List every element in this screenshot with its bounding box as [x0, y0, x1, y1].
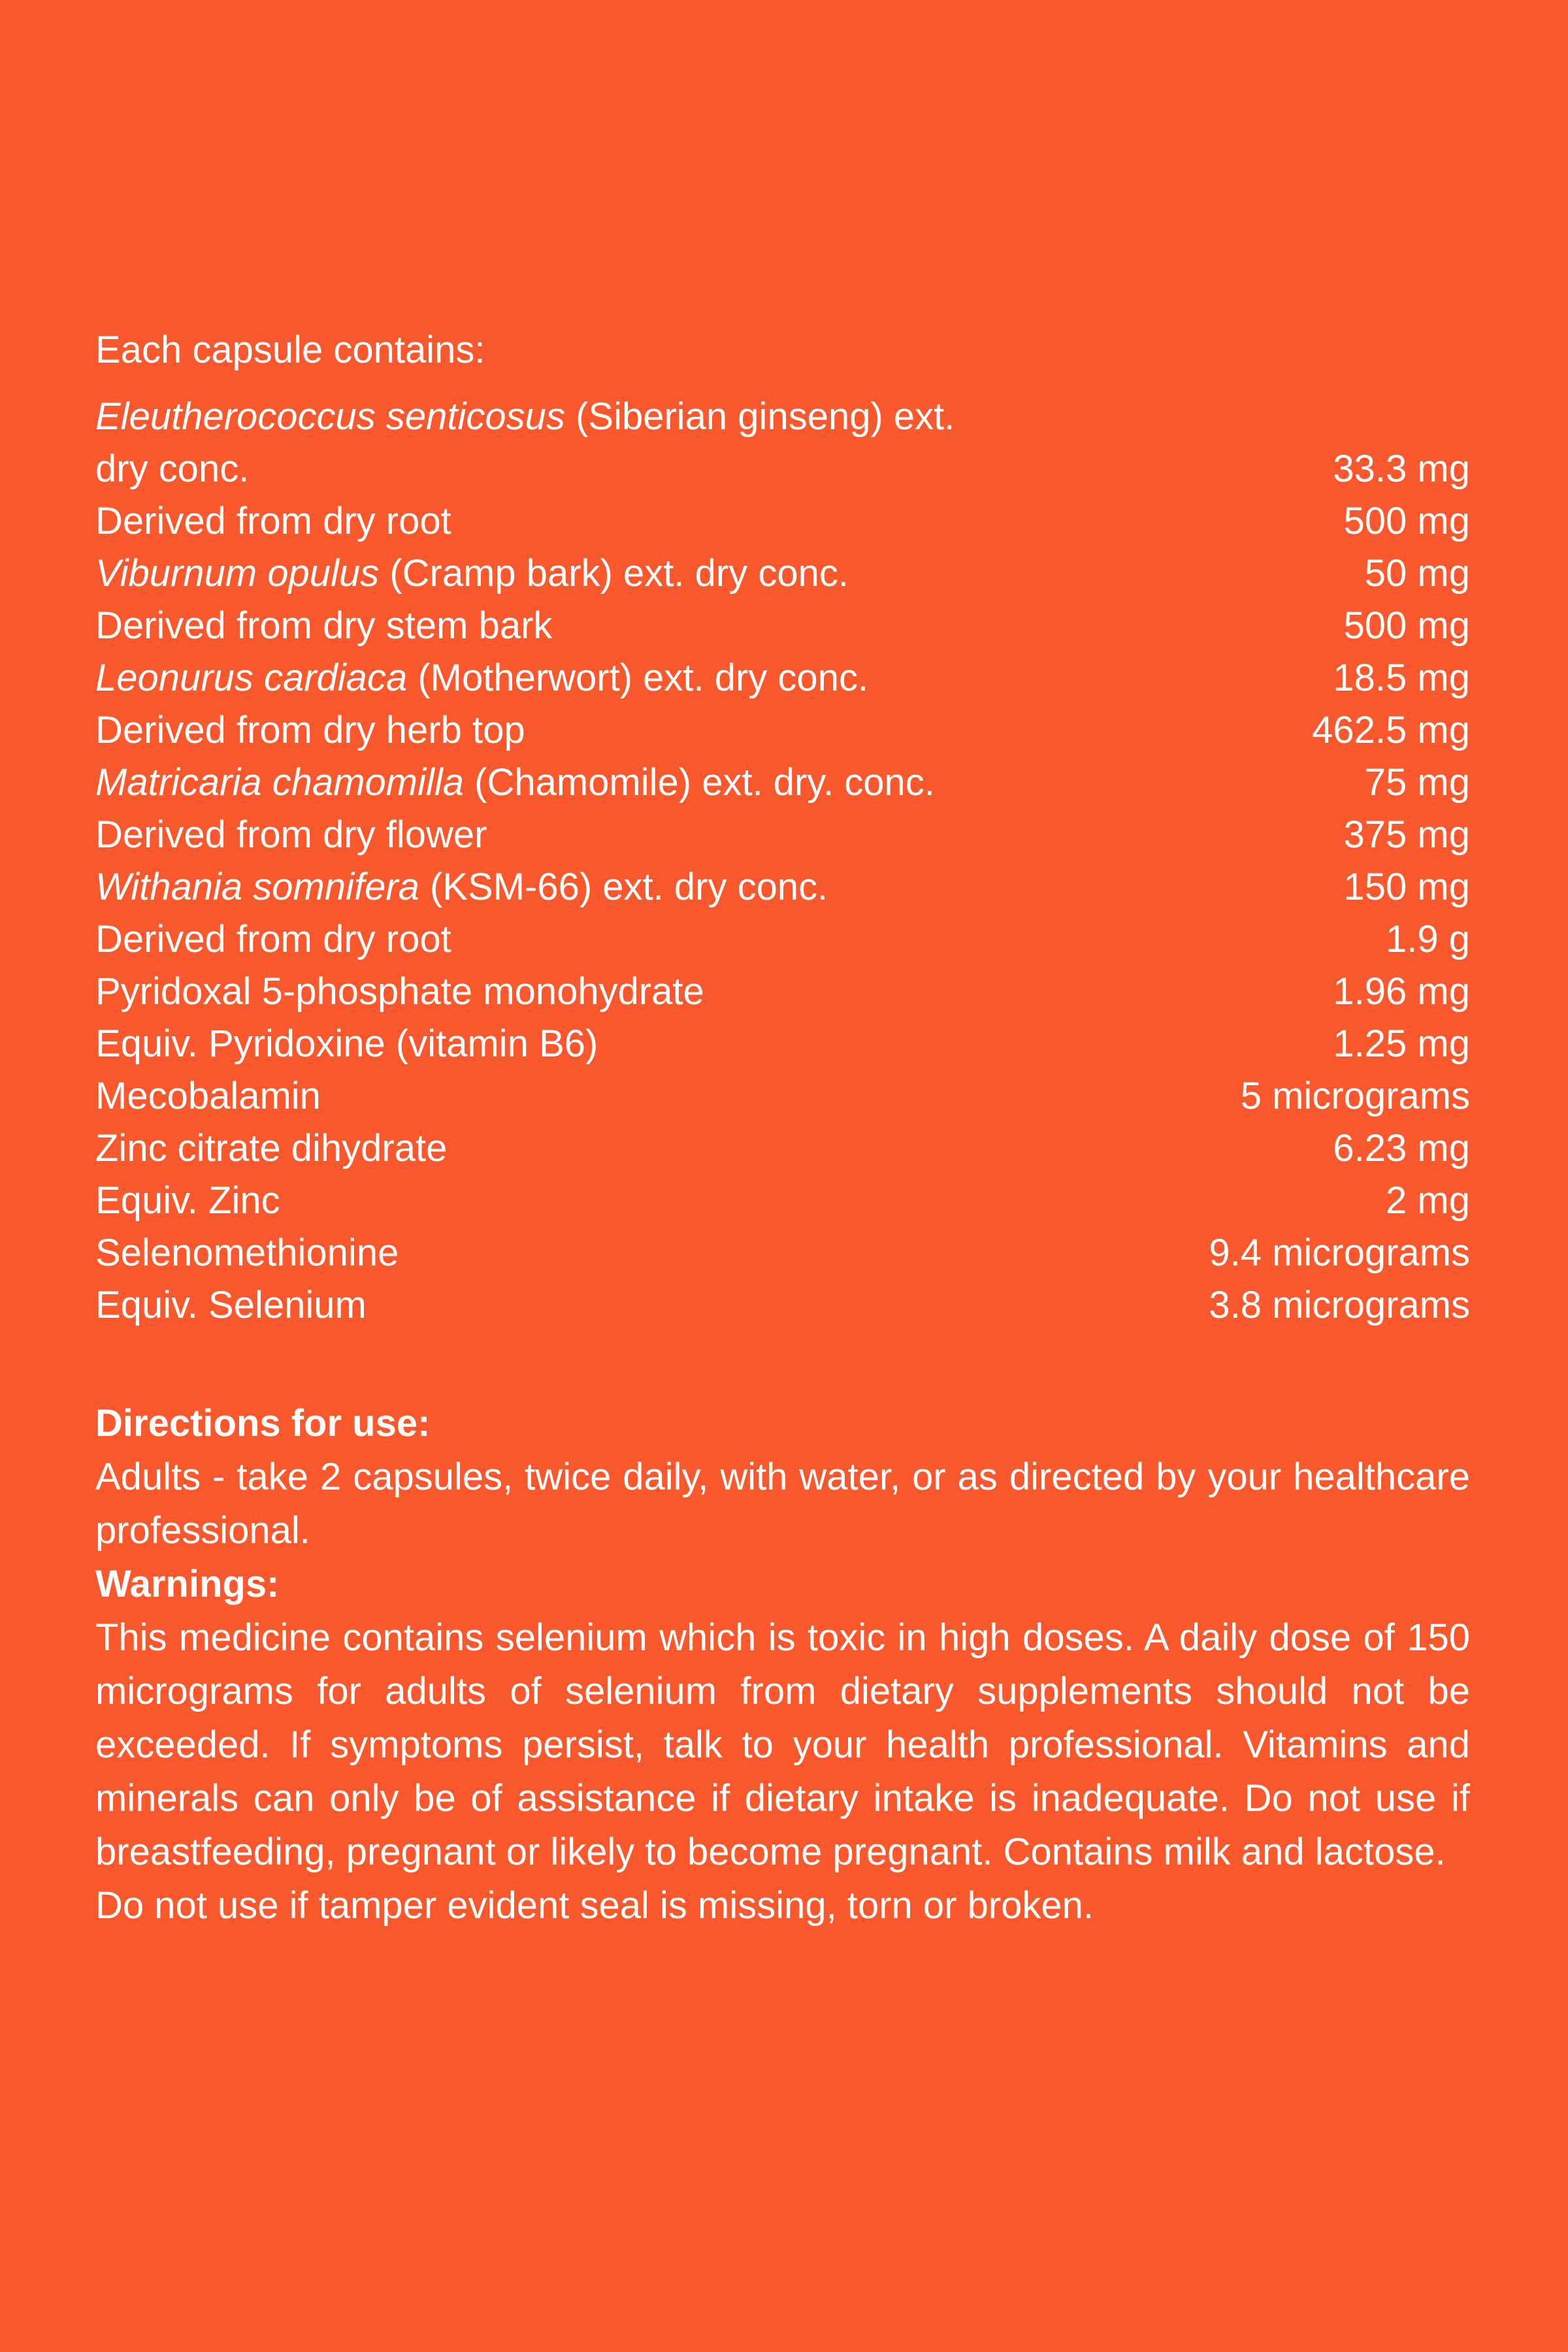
ingredient-name: dry conc. [95, 448, 250, 490]
ingredient-amount: 1.25 mg [1333, 1022, 1470, 1065]
ingredient-list [95, 443, 1470, 1331]
ingredient-header-row [95, 391, 1470, 443]
ingredient-label [95, 1018, 1333, 1070]
ingredient-row [95, 443, 1470, 495]
ingredient-amount: 33.3 mg [1333, 448, 1470, 490]
ingredient-header-rest: (Siberian ginseng) ext. [564, 395, 955, 438]
ingredient-label [95, 1227, 1209, 1279]
ingredient-label [95, 547, 1365, 600]
label-content [95, 324, 1470, 1933]
ingredient-latin-name: Withania somnifera [95, 866, 419, 908]
ingredient-name: Selenomethionine [95, 1232, 399, 1274]
ingredient-row [95, 547, 1470, 600]
ingredient-row [95, 1227, 1470, 1279]
ingredient-label [95, 1122, 1333, 1175]
ingredient-name: Zinc citrate dihydrate [95, 1127, 448, 1169]
directions-title: Directions for use: [95, 1402, 431, 1445]
ingredient-row [95, 1070, 1470, 1122]
ingredient-label [95, 966, 1333, 1018]
ingredient-latin-name: Matricaria chamomilla [95, 761, 465, 804]
ingredient-name: (Motherwort) ext. dry conc. [407, 657, 869, 699]
ingredient-header-latin: Eleutherococcus senticosus [95, 395, 565, 438]
ingredient-latin-name: Leonurus cardiaca [95, 657, 408, 699]
ingredient-row [95, 1122, 1470, 1175]
ingredient-row [95, 757, 1470, 809]
ingredient-name: Derived from dry flower [95, 813, 487, 856]
ingredient-name: Derived from dry root [95, 918, 451, 960]
ingredient-amount: 500 mg [1343, 604, 1470, 647]
ingredient-amount: 3.8 micrograms [1209, 1284, 1470, 1326]
ingredient-label [95, 443, 1333, 495]
ingredient-amount: 75 mg [1364, 761, 1470, 804]
ingredient-name: Equiv. Selenium [95, 1284, 367, 1326]
ingredient-amount: 375 mg [1343, 813, 1470, 856]
ingredient-label [95, 600, 1344, 652]
ingredient-amount: 2 mg [1386, 1179, 1470, 1222]
ingredient-amount: 500 mg [1343, 500, 1470, 542]
ingredient-amount: 9.4 micrograms [1209, 1232, 1470, 1274]
ingredient-row [95, 1018, 1470, 1070]
ingredient-name: (Cramp bark) ext. dry conc. [379, 552, 849, 595]
tamper-seal-warning: Do not use if tamper evident seal is missing, torn or broken. [95, 1884, 1094, 1927]
ingredient-label [95, 757, 1365, 809]
ingredient-label [95, 495, 1344, 547]
ingredient-name: (Chamomile) ext. dry. conc. [464, 761, 935, 804]
ingredient-row [95, 704, 1470, 757]
ingredient-label [95, 809, 1344, 861]
ingredient-label [95, 861, 1344, 913]
capsule-contents-heading: Each capsule contains: [95, 329, 485, 371]
ingredient-header-label [95, 391, 1470, 443]
ingredient-amount: 5 micrograms [1240, 1075, 1470, 1117]
ingredient-amount: 18.5 mg [1333, 657, 1470, 699]
directions-text: Adults - take 2 capsules, twice daily, with water, or as directed by your healthcare professional. [95, 1456, 1470, 1552]
ingredient-row [95, 861, 1470, 913]
ingredient-label [95, 1070, 1241, 1122]
ingredient-amount: 1.96 mg [1333, 970, 1470, 1013]
ingredient-label [95, 913, 1386, 966]
ingredient-name: (KSM-66) ext. dry conc. [419, 866, 828, 908]
ingredient-name: Equiv. Pyridoxine (vitamin B6) [95, 1022, 598, 1065]
ingredient-row [95, 495, 1470, 547]
ingredient-latin-name: Viburnum opulus [95, 552, 380, 595]
ingredient-row [95, 652, 1470, 704]
ingredient-row [95, 913, 1470, 966]
ingredient-label [95, 704, 1312, 757]
ingredient-row [95, 600, 1470, 652]
ingredient-name: Derived from dry stem bark [95, 604, 553, 647]
ingredient-amount: 462.5 mg [1312, 709, 1470, 751]
ingredient-name: Pyridoxal 5-phosphate monohydrate [95, 970, 704, 1013]
ingredient-amount: 150 mg [1343, 866, 1470, 908]
ingredient-name: Derived from dry root [95, 500, 451, 542]
ingredient-row [95, 1279, 1470, 1331]
ingredient-amount: 6.23 mg [1333, 1127, 1470, 1169]
ingredient-row [95, 966, 1470, 1018]
ingredient-row [95, 809, 1470, 861]
warnings-title: Warnings: [95, 1563, 280, 1605]
ingredient-amount: 50 mg [1364, 552, 1470, 595]
ingredient-row [95, 1175, 1470, 1227]
ingredient-label [95, 652, 1333, 704]
ingredient-label [95, 1175, 1386, 1227]
ingredient-amount: 1.9 g [1386, 918, 1470, 960]
ingredient-name: Derived from dry herb top [95, 709, 525, 751]
section-spacer [95, 1331, 1470, 1397]
ingredient-name: Equiv. Zinc [95, 1179, 280, 1222]
warnings-text: This medicine contains selenium which is toxic in high doses. A daily dose of 150 micrograms for adults of selenium from dietary supplements should not be exceeded. If symptoms persist, talk to your health professional. Vitamins and minerals can only be of assistance if dietary intake is inadequate. Do not use if breastfeeding, pregnant or likely to become pregnant. Contains milk and lactose. [95, 1616, 1470, 1873]
ingredient-name: Mecobalamin [95, 1075, 321, 1117]
ingredient-label [95, 1279, 1209, 1331]
